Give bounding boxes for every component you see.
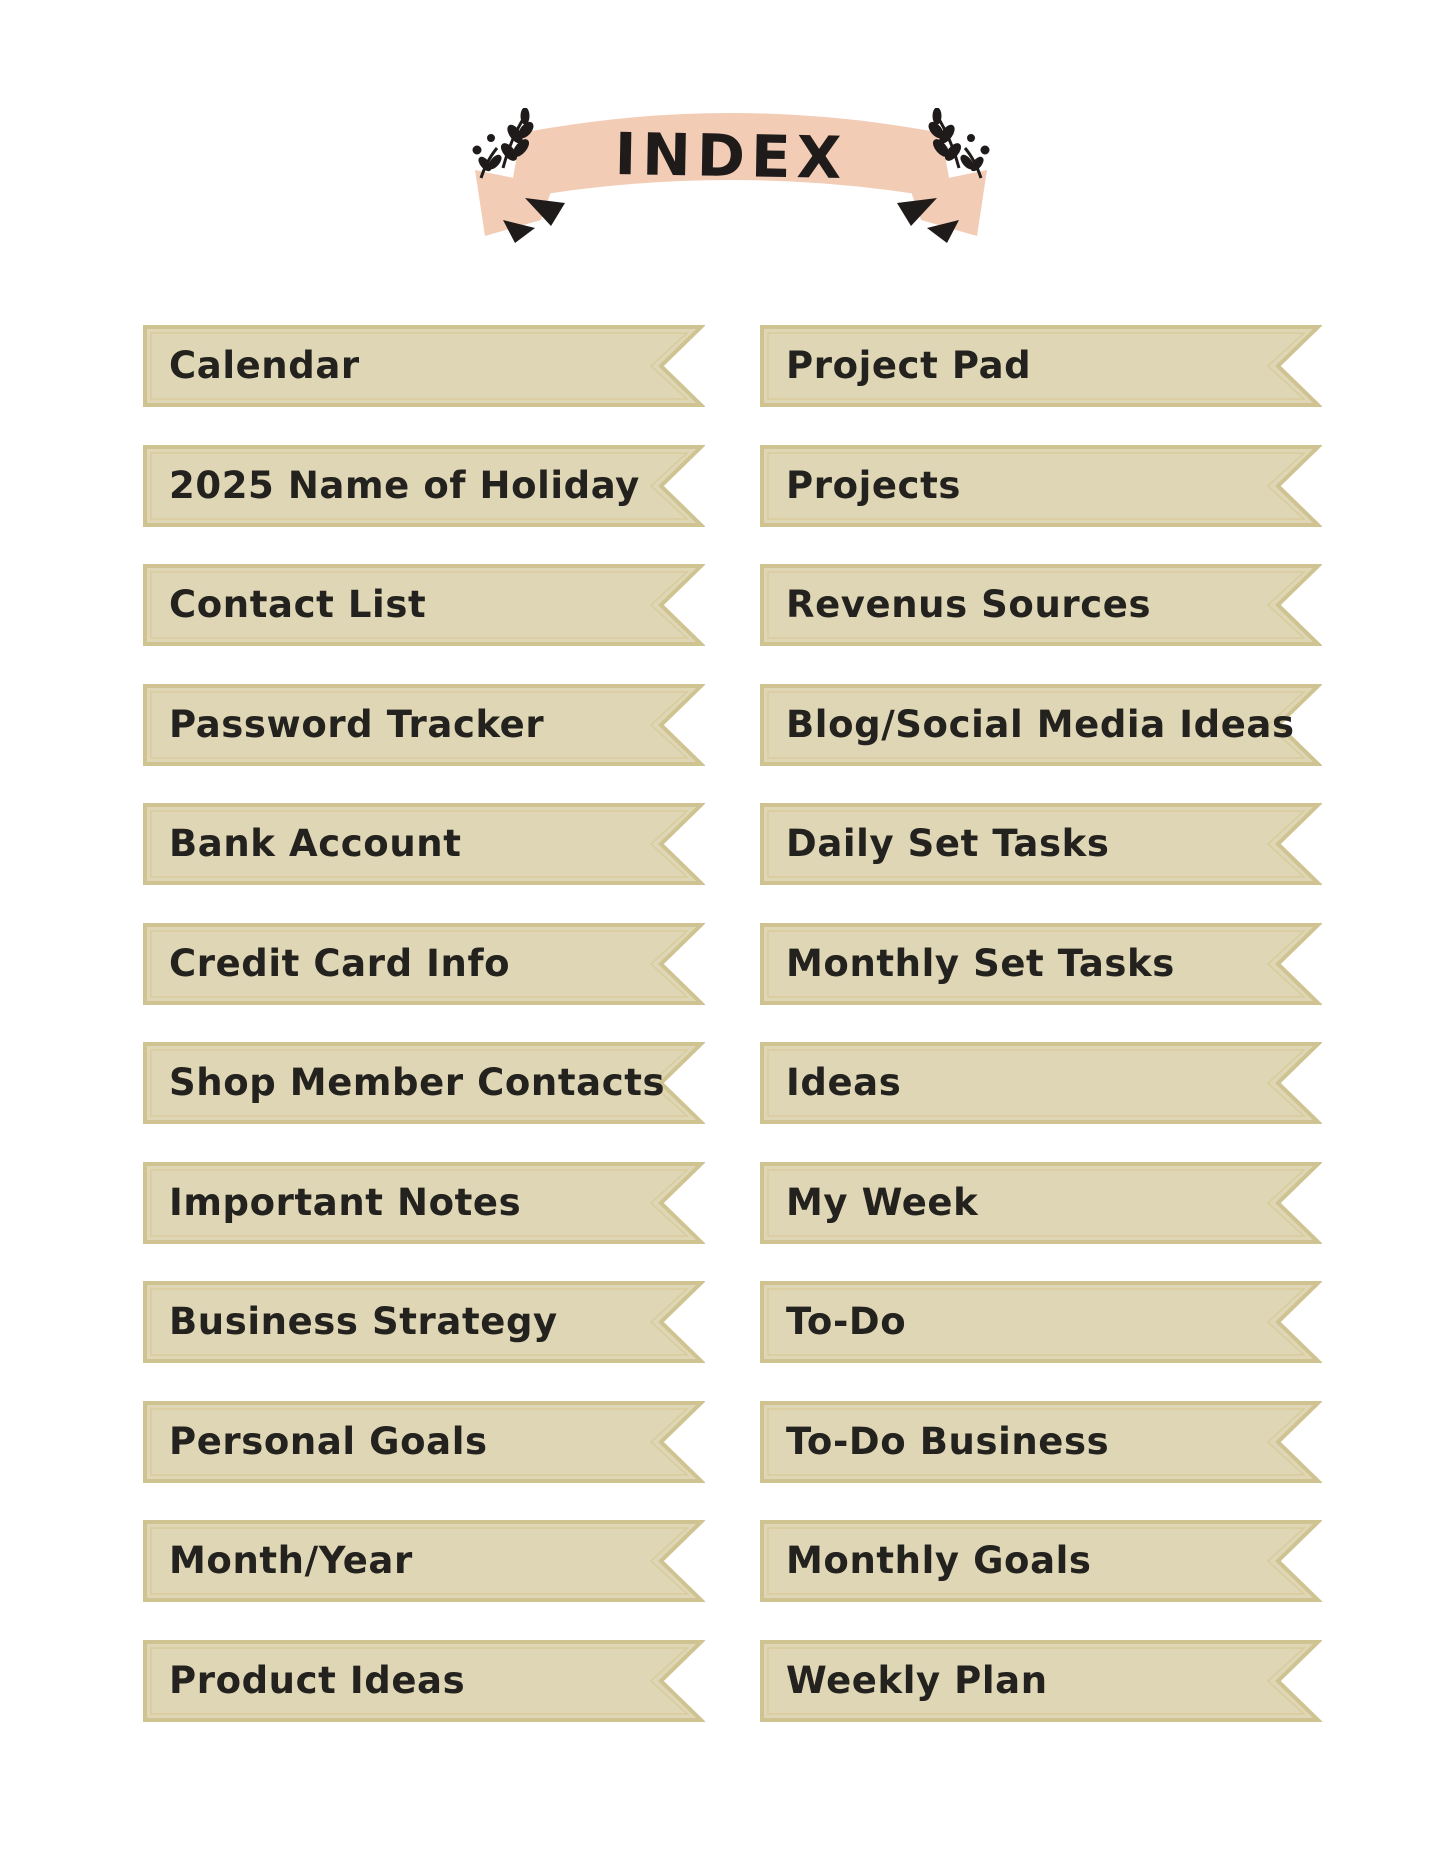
index-tab-label: My Week	[786, 1181, 979, 1224]
index-tab-label: Bank Account	[169, 822, 462, 865]
index-tab-password-tracker[interactable]	[143, 684, 705, 766]
index-tab-monthly-goals[interactable]	[760, 1520, 1322, 1602]
index-tab-label: Shop Member Contacts	[169, 1061, 666, 1104]
index-tab-shop-member-contacts[interactable]	[143, 1042, 705, 1124]
index-tab-label: Important Notes	[169, 1181, 522, 1224]
index-tab-label: Business Strategy	[169, 1300, 558, 1343]
index-tab-label: Calendar	[169, 344, 360, 387]
index-tab-label: Revenus Sources	[786, 583, 1152, 626]
index-tab-label: Monthly Goals	[786, 1539, 1092, 1582]
index-tab-label: Weekly Plan	[786, 1659, 1048, 1702]
index-tab-weekly-plan[interactable]	[760, 1640, 1322, 1722]
index-tab-blog-social-media-ideas[interactable]	[760, 684, 1322, 766]
index-tab-projects[interactable]	[760, 445, 1322, 527]
index-tab-important-notes[interactable]	[143, 1162, 705, 1244]
index-tab-business-strategy[interactable]	[143, 1281, 705, 1363]
index-tab-label: Project Pad	[786, 344, 1032, 387]
index-tab-label: Password Tracker	[169, 703, 545, 746]
index-tab-label: Blog/Social Media Ideas	[786, 703, 1295, 746]
index-tab-calendar[interactable]	[143, 325, 705, 407]
index-tab-label: Projects	[786, 464, 962, 507]
index-tab-product-ideas[interactable]	[143, 1640, 705, 1722]
index-tab-monthly-set-tasks[interactable]	[760, 923, 1322, 1005]
index-tab-my-week[interactable]	[760, 1162, 1322, 1244]
index-tab-label: To-Do Business	[786, 1420, 1110, 1463]
index-tab-bank-account[interactable]	[143, 803, 705, 885]
index-tab-label: To-Do	[786, 1300, 907, 1343]
index-tab-label: Credit Card Info	[169, 942, 511, 985]
index-tab-2025-name-of-holiday[interactable]	[143, 445, 705, 527]
index-tab-label: Monthly Set Tasks	[786, 942, 1175, 985]
index-tab-to-do-business[interactable]	[760, 1401, 1322, 1483]
index-tab-personal-goals[interactable]	[143, 1401, 705, 1483]
index-tab-credit-card-info[interactable]	[143, 923, 705, 1005]
index-tab-label: Daily Set Tasks	[786, 822, 1110, 865]
index-tab-to-do[interactable]	[760, 1281, 1322, 1363]
index-tab-ideas[interactable]	[760, 1042, 1322, 1124]
index-tab-project-pad[interactable]	[760, 325, 1322, 407]
index-tab-label: Month/Year	[169, 1539, 413, 1582]
index-tab-label: Ideas	[786, 1061, 902, 1104]
index-tab-revenus-sources[interactable]	[760, 564, 1322, 646]
index-tab-contact-list[interactable]	[143, 564, 705, 646]
index-tab-label: Contact List	[169, 583, 427, 626]
page-title: INDEX	[614, 119, 848, 193]
index-tab-label: Personal Goals	[169, 1420, 488, 1463]
index-tab-label: 2025 Name of Holiday	[169, 464, 640, 507]
index-tab-daily-set-tasks[interactable]	[760, 803, 1322, 885]
index-tab-month-year[interactable]	[143, 1520, 705, 1602]
index-tab-label: Product Ideas	[169, 1659, 466, 1702]
